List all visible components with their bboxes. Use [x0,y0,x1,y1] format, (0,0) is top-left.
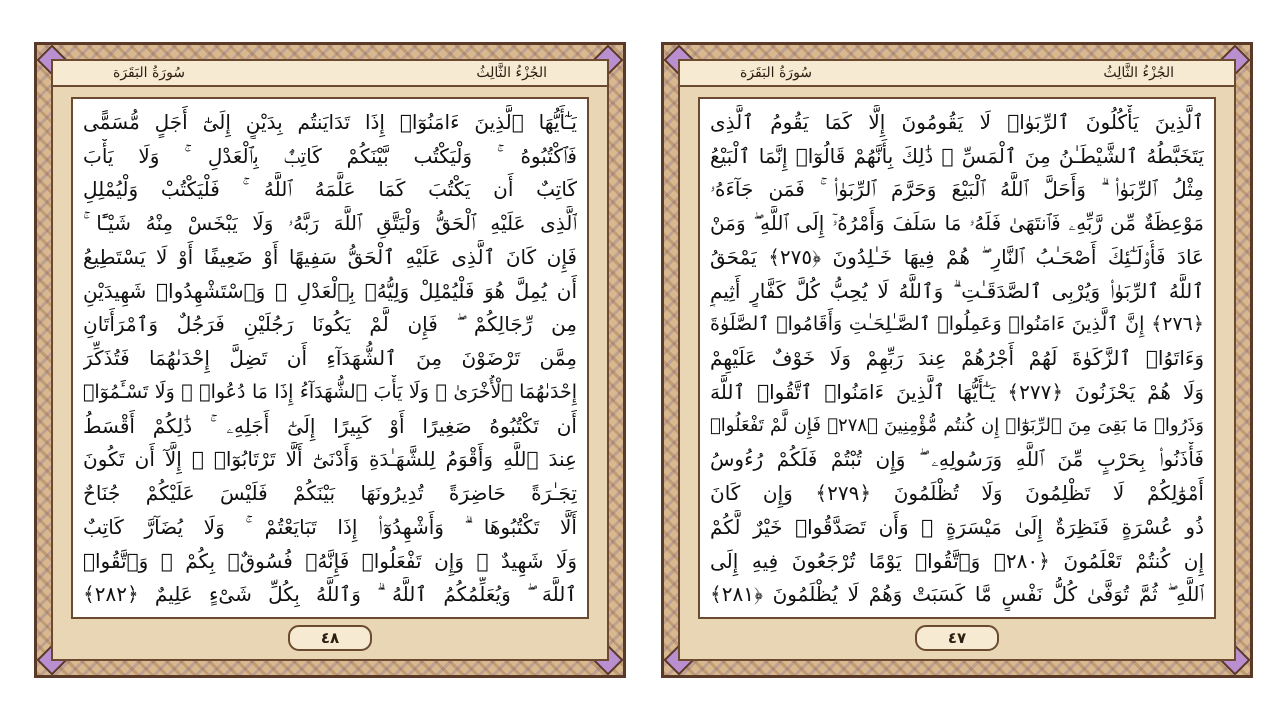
verse-line: تِجَـٰرَةً حَاضِرَةً تُدِيرُونَهَا بَيْنَكُمْ فَلَيْسَ عَلَيْكُمْ جُنَاحٌ [83,481,577,506]
verse-lines [83,105,577,611]
verse-line: ٱلَّذِينَ يَأْكُلُونَ ٱلرِّبَوٰا۟ لَا يَقُومُونَ إِلَّا كَمَا يَقُومُ ٱلَّذِى [710,110,1204,134]
verse-line: فَأْذَنُوا۟ بِحَرْبٍ مِّنَ ٱللَّهِ وَرَسُولِهِۦ ۖ وَإِن تُبْتُمْ فَلَكُمْ رُءُوسُ [710,447,1204,472]
verse-line: عِندَ ٱللَّهِ وَأَقْوَمُ لِلشَّهَـٰدَةِ وَأَدْنَىٰٓ أَلَّا تَرْتَابُوٓا۟ ۖ إِلَّآ أَن تَكُونَ [83,447,577,472]
verse-line: مَوْعِظَةٌ مِّن رَّبِّهِۦ فَٱنتَهَىٰ فَلَهُۥ مَا سَلَفَ وَأَمْرُهُۥٓ إِلَى ٱللَّهِ ۖ وَمَنْ [710,211,1204,236]
verse-line: ٱلَّذِى عَلَيْهِ ٱلْحَقُّ وَلْيَتَّقِ ٱللَّهَ رَبَّهُۥ وَلَا يَبْخَسْ مِنْهُ شَيْـًٔا ۚ [83,211,577,236]
verse-line: إِحْدَىٰهُمَا ٱلْأُخْرَىٰ ۚ وَلَا يَأْبَ ٱلشُّهَدَآءُ إِذَا مَا دُعُوا۟ ۚ وَلَا تَسْـَٔمُوٓا۟ [83,380,577,403]
page-frame [51,59,609,661]
surah-name: سُورَةُ البَقَرَة [113,65,186,81]
page-number: ٤٨ [288,625,372,651]
page-frame [678,59,1236,661]
page-header [53,61,607,87]
page-header [680,61,1234,87]
verse-line: يَـٰٓأَيُّهَا ٱلَّذِينَ ءَامَنُوٓا۟ إِذَا تَدَايَنتُم بِدَيْنٍ إِلَىٰٓ أَجَلٍ مُّسَمًّى [83,110,577,134]
verse-lines [710,105,1204,611]
verse-line: عَادَ فَأُو۟لَـٰٓئِكَ أَصْحَـٰبُ ٱلنَّارِ ۖ هُمْ فِيهَا خَـٰلِدُونَ ﴿٢٧٥﴾ يَمْحَقُ [710,244,1204,269]
verse-text-area [698,97,1216,619]
verse-line: ﴿٢٧٦﴾ إِنَّ ٱلَّذِينَ ءَامَنُوا۟ وَعَمِلُوا۟ ٱلصَّـٰلِحَـٰتِ وَأَقَامُوا۟ ٱلصَّلَوٰةَ [710,313,1204,336]
verse-text-area [71,97,589,619]
verse-line: إِن كُنتُمْ تَعْلَمُونَ ﴿٢٨٠﴾ وَٱتَّقُوا۟ يَوْمًا تُرْجَعُونَ فِيهِ إِلَى [710,548,1204,573]
page-number: ٤٧ [915,625,999,651]
verse-line: وَلَا شَهِيدٌ ۚ وَإِن تَفْعَلُوا۟ فَإِنَّهُۥ فُسُوقٌۢ بِكُمْ ۗ وَٱتَّقُوا۟ [83,548,577,573]
verse-line: مِن رِّجَالِكُمْ ۖ فَإِن لَّمْ يَكُونَا رَجُلَيْنِ فَرَجُلٌ وَٱمْرَأَتَانِ [83,312,577,337]
verse-line: أَن يُمِلَّ هُوَ فَلْيُمْلِلْ وَلِيُّهُۥ بِٱلْعَدْلِ ۚ وَٱسْتَشْهِدُوا۟ شَهِيدَيْنِ [83,278,577,303]
verse-line: فَٱكْتُبُوهُ ۚ وَلْيَكْتُب بَّيْنَكُمْ كَاتِبٌۢ بِٱلْعَدْلِ ۚ وَلَا يَأْبَ [83,143,577,168]
verse-line: يَتَخَبَّطُهُ ٱلشَّيْطَـٰنُ مِنَ ٱلْمَسِّ ۚ ذَٰلِكَ بِأَنَّهُمْ قَالُوٓا۟ إِنَّمَا ٱلْبَيْعُ [710,143,1204,168]
mushaf-page-48 [34,42,626,678]
verse-line: ٱللَّهُ ٱلرِّبَوٰا۟ وَيُرْبِى ٱلصَّدَقَـٰتِ ۗ وَٱللَّهُ لَا يُحِبُّ كُلَّ كَفَّارٍ أَثِيمٍ [710,278,1204,303]
verse-line: ٱللَّهِ ۖ ثُمَّ تُوَفَّىٰ كُلُّ نَفْسٍ مَّا كَسَبَتْ وَهُمْ لَا يُظْلَمُونَ ﴿٢٨١﴾ [710,582,1204,607]
verse-line: مِمَّن تَرْضَوْنَ مِنَ ٱلشُّهَدَآءِ أَن تَضِلَّ إِحْدَىٰهُمَا فَتُذَكِّرَ [83,346,577,371]
verse-line: أَمْوَٰلِكُمْ لَا تَظْلِمُونَ وَلَا تُظْلَمُونَ ﴿٢٧٩﴾ وَإِن كَانَ [710,481,1204,506]
verse-line: أَن تَكْتُبُوهُ صَغِيرًا أَوْ كَبِيرًا إِلَىٰٓ أَجَلِهِۦ ۚ ذَٰلِكُمْ أَقْسَطُ [83,413,577,438]
verse-line: أَلَّا تَكْتُبُوهَا ۗ وَأَشْهِدُوٓا۟ إِذَا تَبَايَعْتُمْ ۚ وَلَا يُضَآرَّ كَاتِبٌ [83,514,577,539]
verse-line: كَاتِبٌ أَن يَكْتُبَ كَمَا عَلَّمَهُ ٱللَّهُ ۚ فَلْيَكْتُبْ وَلْيُمْلِلِ [83,177,577,202]
verse-line: ٱللَّهَ ۖ وَيُعَلِّمُكُمُ ٱللَّهُ ۗ وَٱللَّهُ بِكُلِّ شَىْءٍ عَلِيمٌ ﴿٢٨٢﴾ [83,582,577,607]
verse-line: فَإِن كَانَ ٱلَّذِى عَلَيْهِ ٱلْحَقُّ سَفِيهًا أَوْ ضَعِيفًا أَوْ لَا يَسْتَطِيعُ [83,244,577,269]
verse-line: وَلَا هُمْ يَحْزَنُونَ ﴿٢٧٧﴾ يَـٰٓأَيُّهَا ٱلَّذِينَ ءَامَنُوا۟ ٱتَّقُوا۟ ٱللَّهَ [710,379,1204,404]
verse-line: وَءَاتَوُا۟ ٱلزَّكَوٰةَ لَهُمْ أَجْرُهُمْ عِندَ رَبِّهِمْ وَلَا خَوْفٌ عَلَيْهِمْ [710,346,1204,371]
verse-line: وَذَرُوا۟ مَا بَقِىَ مِنَ ٱلرِّبَوٰٓا۟ إِن كُنتُم مُّؤْمِنِينَ ﴿٢٧٨﴾ فَإِن لَّمْ تَفْعَلُوا۟ [710,414,1204,436]
surah-name: سُورَةُ البَقَرَة [740,65,813,81]
verse-line: مِثْلُ ٱلرِّبَوٰا۟ ۗ وَأَحَلَّ ٱللَّهُ ٱلْبَيْعَ وَحَرَّمَ ٱلرِّبَوٰا۟ ۚ فَمَن جَآءَهُۥ [710,177,1204,202]
mushaf-page-47 [661,42,1253,678]
verse-line: ذُو عُسْرَةٍ فَنَظِرَةٌ إِلَىٰ مَيْسَرَةٍ ۚ وَأَن تَصَدَّقُوا۟ خَيْرٌ لَّكُمْ [710,514,1204,539]
juz-name: الجُزْءُ الثَّالِثُ [1103,65,1174,81]
juz-name: الجُزْءُ الثَّالِثُ [476,65,547,81]
